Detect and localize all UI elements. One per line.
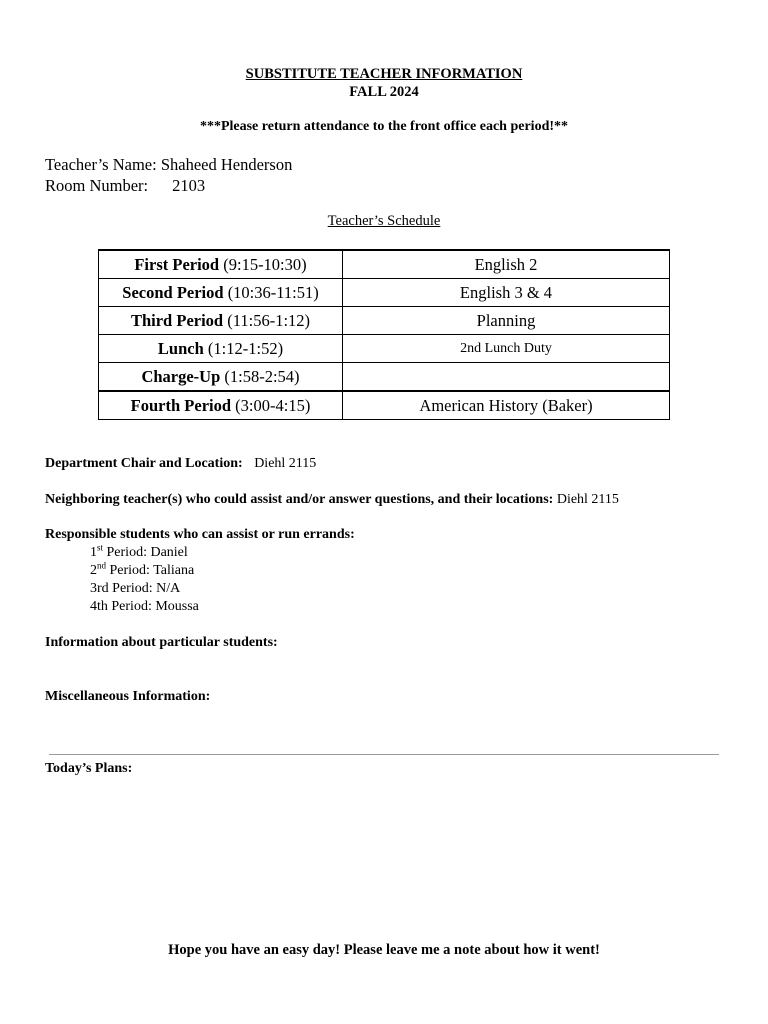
period-time: (10:36-11:51) (227, 282, 319, 302)
room-number-line (45, 176, 205, 196)
schedule-caption: Teacher’s Schedule (327, 213, 441, 229)
schedule-row (99, 391, 670, 420)
class-cell: Planning (343, 307, 670, 335)
miscellaneous-label: Miscellaneous Information: (45, 689, 211, 704)
neighboring-teacher-value: Diehl 2115 (556, 492, 619, 507)
period-name: Second Period (122, 282, 224, 302)
student-ordinal: 1 (90, 545, 97, 560)
class-cell (343, 363, 670, 392)
period-time: (3:00-4:15) (235, 395, 311, 415)
period-name: First Period (134, 254, 220, 274)
student-ordinal: 4th Period: Moussa (90, 599, 199, 614)
particular-students-label: Information about particular students: (45, 635, 278, 650)
period-cell (99, 363, 343, 392)
class-cell: American History (Baker) (343, 391, 670, 420)
student-item (90, 581, 180, 597)
document-title: SUBSTITUTE TEACHER INFORMATION (245, 66, 523, 82)
class-cell: English 2 (343, 250, 670, 279)
schedule-row (99, 307, 670, 335)
student-detail: Period: Daniel (103, 545, 188, 560)
period-time: (1:58-2:54) (224, 366, 300, 386)
document-term: FALL 2024 (349, 84, 419, 100)
period-cell (99, 335, 343, 363)
department-chair-label: Department Chair and Location: (45, 456, 243, 471)
period-name: Lunch (157, 338, 204, 358)
todays-plans-label: Today’s Plans: (45, 761, 133, 776)
divider-line (49, 754, 719, 755)
period-time: (9:15-10:30) (223, 254, 307, 274)
department-chair-line (45, 456, 316, 472)
period-name: Third Period (130, 310, 224, 330)
class-cell: English 3 & 4 (343, 279, 670, 307)
room-number-value: 2103 (172, 176, 206, 195)
student-ordinal-suffix: nd (97, 560, 106, 571)
student-item (90, 560, 195, 579)
closing-note: Hope you have an easy day! Please leave me a note about how it went! (168, 942, 600, 958)
teacher-name-value: Shaheed Henderson (160, 155, 293, 174)
student-item (90, 599, 199, 615)
schedule-row (99, 250, 670, 279)
room-number-label: Room Number: (45, 176, 149, 195)
teacher-name-line (45, 155, 292, 175)
period-cell (99, 279, 343, 307)
period-time: (1:12-1:52) (207, 338, 284, 358)
schedule-row (99, 279, 670, 307)
teacher-name-label: Teacher’s Name: (45, 155, 157, 174)
student-detail: Period: Taliana (106, 563, 195, 578)
attendance-notice: ***Please return attendance to the front office each period!** (199, 119, 569, 134)
responsible-students-label: Responsible students who can assist or run errands: (45, 527, 355, 542)
schedule-row (99, 363, 670, 392)
department-chair-value: Diehl 2115 (254, 456, 317, 471)
period-cell (99, 250, 343, 279)
period-cell (99, 307, 343, 335)
schedule-table (98, 249, 670, 420)
student-item (90, 542, 188, 561)
neighboring-teacher-label: Neighboring teacher(s) who could assist and/or answer questions, and their locations: (45, 492, 554, 507)
student-ordinal: 3rd Period: N/A (90, 581, 181, 596)
period-name: Fourth Period (130, 395, 232, 415)
period-name: Charge-Up (141, 366, 221, 386)
period-time: (11:56-1:12) (227, 310, 311, 330)
schedule-row (99, 335, 670, 363)
student-ordinal-suffix: st (97, 542, 104, 553)
student-ordinal: 2 (90, 563, 97, 578)
neighboring-teacher-line (45, 492, 619, 508)
class-cell: 2nd Lunch Duty (343, 335, 670, 363)
period-cell (99, 391, 343, 420)
